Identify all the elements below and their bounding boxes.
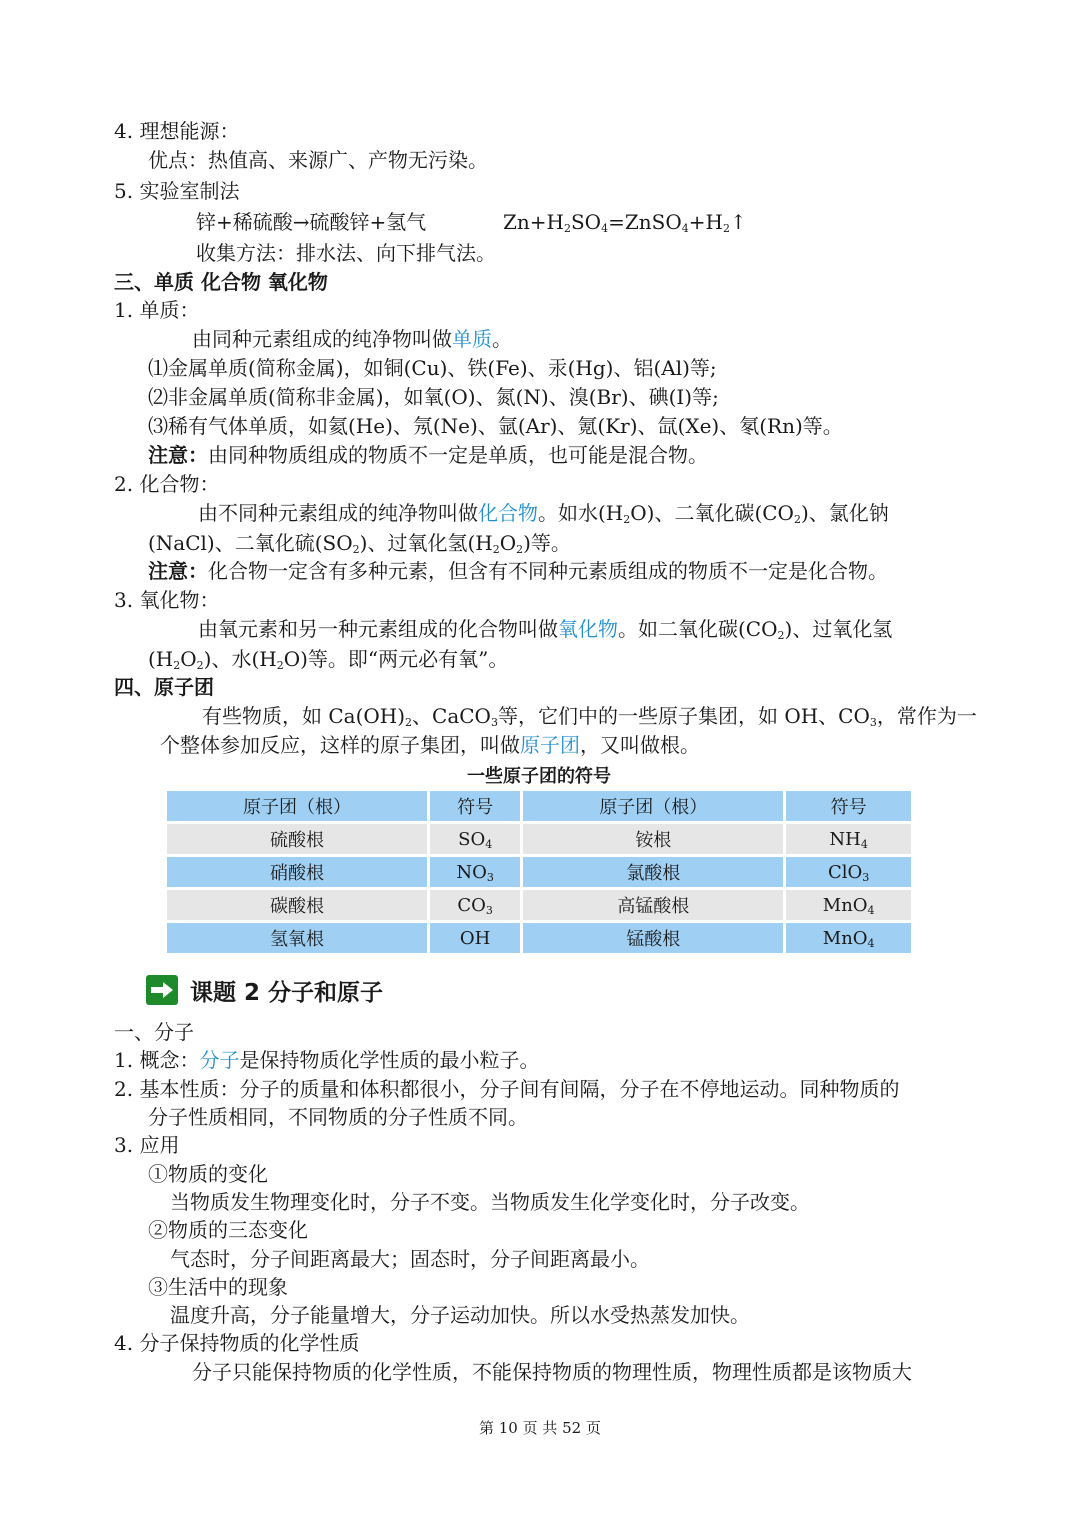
table-row <box>167 857 911 887</box>
section-3-heading: 三、单质 化合物 氧化物 <box>114 270 328 294</box>
radical-symbol: MnO$_4$ <box>786 923 911 953</box>
item-ideal-energy: 4. 理想能源： <box>114 119 240 143</box>
table-row <box>167 890 911 920</box>
radical-name: 氢氧根 <box>167 923 427 953</box>
radical-name: 硫酸根 <box>167 824 427 854</box>
right-arrow-icon <box>146 975 178 1005</box>
section-4-heading: 四、原子团 <box>114 675 214 699</box>
reaction-words: 锌+稀硫酸→硫酸锌+氢气 <box>196 210 427 234</box>
molecule-section-heading: 一、分子 <box>114 1020 194 1044</box>
radical-symbol: $SO_4$ <box>430 824 520 854</box>
item-lab-method: 5. 实验室制法 <box>114 179 240 203</box>
radical-name: 氯酸根 <box>523 857 783 887</box>
compound-definition: 由不同种元素组成的纯净物叫做化合物。如水$(H_2O)$、二氧化碳$(CO_2)$、氯化钠 <box>198 501 889 526</box>
molecule-properties-line1: 2. 基本性质：分子的质量和体积都很小，分子间有间隔，分子在不停地运动。同种物质的 <box>114 1077 900 1101</box>
header-symbol: 符号 <box>786 791 911 821</box>
oxide-title: 3. 氧化物： <box>114 588 220 612</box>
radical-symbol: MnO$_4$ <box>786 890 911 920</box>
radical-symbol: $NH_4$ <box>786 824 911 854</box>
application-1-title: ①物质的变化 <box>148 1162 268 1186</box>
molecule-chemical-property-text: 分子只能保持物质的化学性质，不能保持物质的物理性质，物理性质都是该物质大 <box>192 1360 912 1384</box>
radical-name: 铵根 <box>523 824 783 854</box>
radical-symbol: $CO_3$ <box>430 890 520 920</box>
metal-elements: ⑴金属单质(简称金属)，如铜(Cu)、铁(Fe)、汞(Hg)、铝(Al)等; <box>148 356 717 380</box>
compound-title: 2. 化合物： <box>114 472 220 496</box>
collection-method: 收集方法：排水法、向下排气法。 <box>196 241 496 265</box>
application-3-title: ③生活中的现象 <box>148 1275 288 1299</box>
radical-paragraph-line1: 有些物质，如 $Ca(OH)_2$、CaCO$_3$等，它们中的一些原子集团，如 OH、$CO_3$，常作为一 <box>202 704 977 729</box>
molecule-properties-line2: 分子性质相同，不同物质的分子性质不同。 <box>148 1105 528 1129</box>
application-1-text: 当物质发生物理变化时，分子不变。当物质发生化学变化时，分子改变。 <box>170 1190 810 1214</box>
radical-symbol: $NO_3$ <box>430 857 520 887</box>
molecule-chemical-property-title: 4. 分子保持物质的化学性质 <box>114 1331 360 1355</box>
noble-gases: ⑶稀有气体单质，如氦(He)、氖(Ne)、氩(Ar)、氪(Kr)、氙(Xe)、氡(Rn)等。 <box>148 414 843 438</box>
table-header-row <box>167 791 911 821</box>
header-radical-name: 原子团（根） <box>167 791 427 821</box>
table-row <box>167 824 911 854</box>
element-substance-title: 1. 单质： <box>114 298 200 322</box>
radical-name: 锰酸根 <box>523 923 783 953</box>
application-3-text: 温度升高，分子能量增大，分子运动加快。所以水受热蒸发加快。 <box>170 1303 750 1327</box>
oxide-definition: 由氧元素和另一种元素组成的化合物叫做氧化物。如二氧化碳$(CO_2)$、过氧化氢 <box>198 617 893 642</box>
molecule-applications: 3. 应用 <box>114 1133 180 1157</box>
ideal-energy-advantages: 优点：热值高、来源广、产物无污染。 <box>148 148 488 172</box>
application-2-text: 气态时，分子间距离最大；固态时，分子间距离最小。 <box>170 1247 650 1271</box>
oxide-examples: $(H_2O_2)$、水$(H_2O)$等。即“两元必有氧”。 <box>148 647 509 672</box>
molecule-concept: 1. 概念：分子是保持物质化学性质的最小粒子。 <box>114 1048 540 1072</box>
header-symbol: 符号 <box>430 791 520 821</box>
radical-name: 硝酸根 <box>167 857 427 887</box>
header-radical-name: 原子团（根） <box>523 791 783 821</box>
compound-examples: (NaCl)、二氧化硫$(SO_2)$、过氧化氢$(H_2O_2)$等。 <box>148 531 571 556</box>
radical-name: 高锰酸根 <box>523 890 783 920</box>
page-footer: 第 10 页 共 52 页 <box>478 1419 601 1437</box>
radical-name: 碳酸根 <box>167 890 427 920</box>
lesson-title: 课题 2 分子和原子 <box>190 979 384 1006</box>
table-caption: 一些原子团的符号 <box>467 766 611 787</box>
table-row <box>167 923 911 953</box>
radical-symbol: ClO$_3$ <box>786 857 911 887</box>
lesson-heading <box>146 974 383 1006</box>
nonmetal-elements: ⑵非金属单质(简称非金属)，如氧(O)、氮(N)、溴(Br)、碘(I)等; <box>148 385 719 409</box>
radical-table <box>164 788 914 956</box>
reaction-equation: $Zn+H_2SO_4=ZnSO_4+H_2↑$ <box>503 210 747 235</box>
radical-paragraph-line2: 个整体参加反应，这样的原子集团，叫做原子团，又叫做根。 <box>160 733 700 757</box>
radical-symbol: OH <box>430 923 520 953</box>
element-note: 注意：由同种物质组成的物质不一定是单质，也可能是混合物。 <box>148 443 708 467</box>
compound-note: 注意：化合物一定含有多种元素，但含有不同种元素质组成的物质不一定是化合物。 <box>148 559 888 583</box>
application-2-title: ②物质的三态变化 <box>148 1218 308 1242</box>
element-substance-definition: 由同种元素组成的纯净物叫做单质。 <box>192 327 512 351</box>
